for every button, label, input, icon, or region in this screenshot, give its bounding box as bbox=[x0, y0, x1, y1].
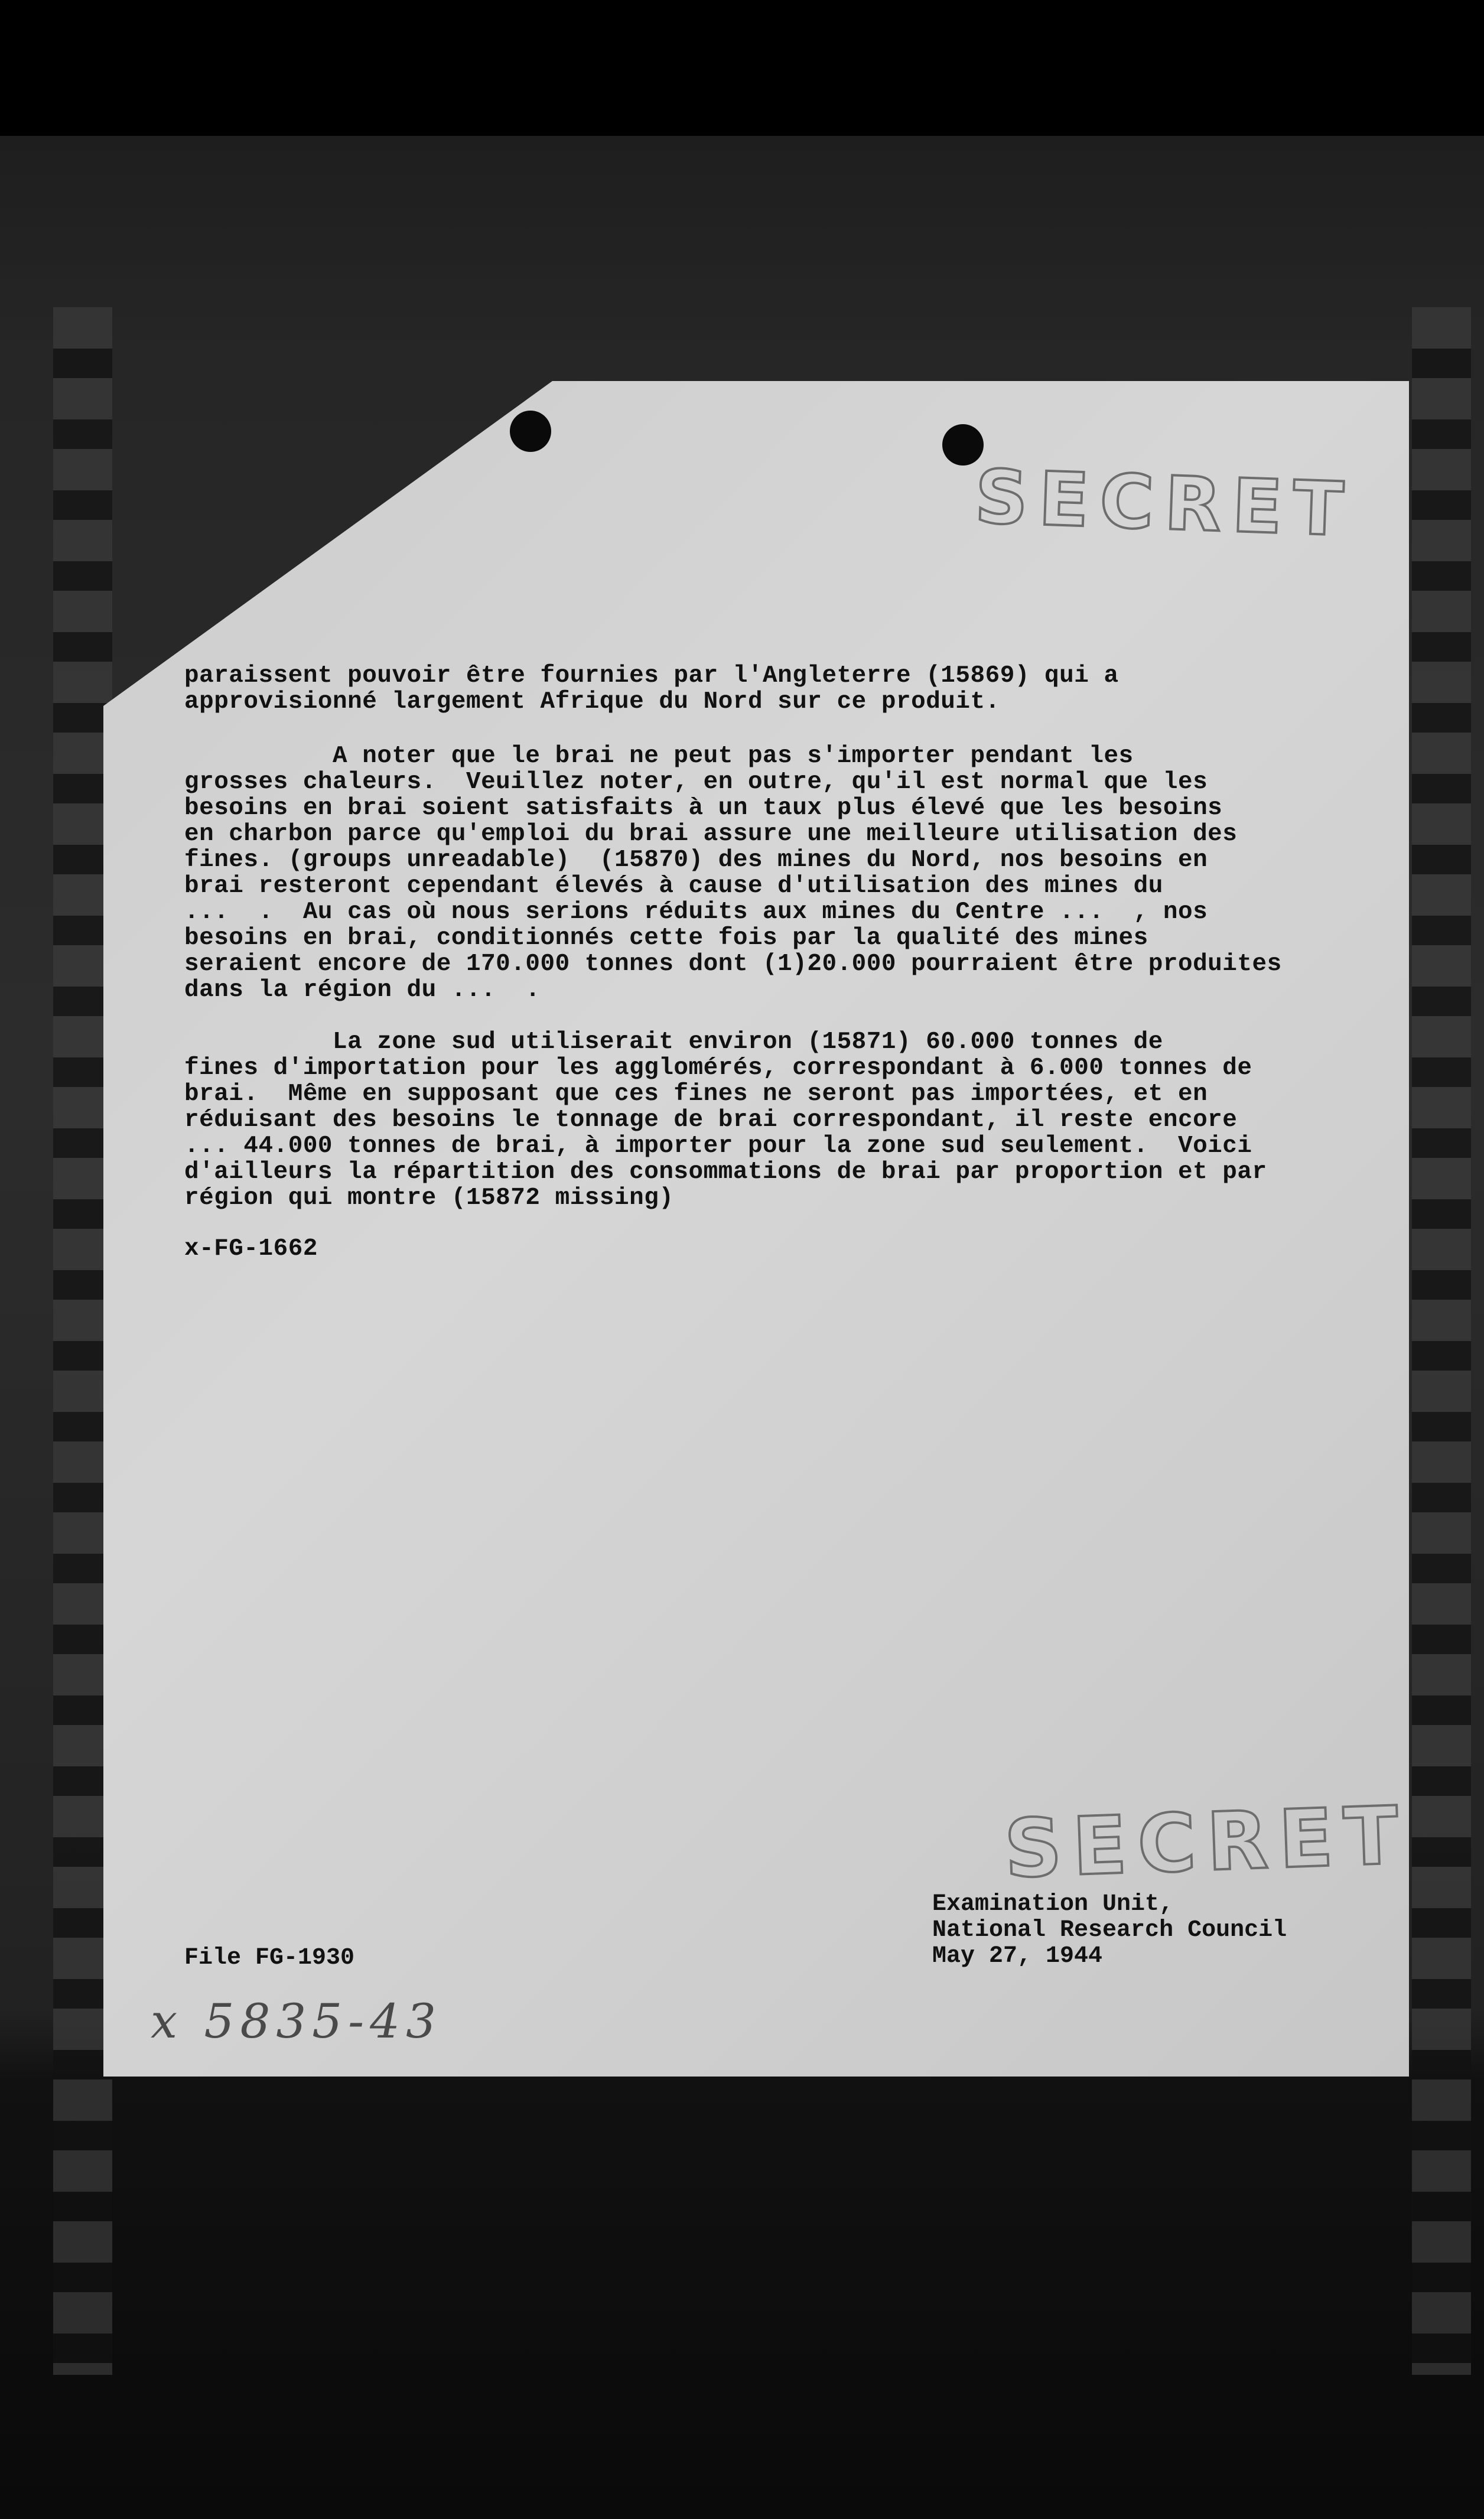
signature-line-2: National Research Council bbox=[932, 1917, 1287, 1944]
reference-number: x-FG-1662 bbox=[184, 1235, 318, 1262]
film-perforation-right bbox=[1412, 307, 1471, 2375]
paragraph-1: paraissent pouvoir être fournies par l'Angleterre (15869) qui a approvisionné largement Afrique du Nord sur ce produit. bbox=[184, 662, 1119, 715]
signature-block bbox=[932, 1892, 1287, 1970]
secret-stamp-top: SECRET bbox=[973, 454, 1356, 554]
handwritten-note: x 5835-43 bbox=[151, 1994, 442, 2049]
punch-hole bbox=[510, 411, 551, 452]
signature-date: May 27, 1944 bbox=[932, 1943, 1103, 1970]
secret-stamp-bottom: SECRET bbox=[1003, 1789, 1411, 1896]
signature-line-1: Examination Unit, bbox=[932, 1891, 1174, 1918]
paragraph-2: A noter que le brai ne peut pas s'importer pendant les grosses chaleurs. Veuillez noter, en outre, qu'il est normal que les besoins en brai soient satisfaits à un taux plus élevé que les besoins en charbon parce qu'emploi du brai assure une meilleure utilisation des fines. (groups unreadable) (15870) des mines du Nord, nos besoins en brai resteront cependant élevés à cause d'utilisation des mines du ... . Au cas où nous serions réduits aux mines du Centre ... , nos besoins en brai, conditionnés cette fois par la qualité des mines seraient encore de 170.000 tonnes dont (1)20.000 pourraient être produites dans la région du ... . bbox=[184, 743, 1282, 1004]
file-reference: File FG-1930 bbox=[184, 1945, 355, 1971]
paragraph-3: La zone sud utiliserait environ (15871) 60.000 tonnes de fines d'importation pour les agglomérés, correspondant à 6.000 tonnes de brai. Même en supposant que ces fines ne seront pas importées, et en réduisant des besoins le tonnage de brai correspondant, il reste encore ... 44.000 tonnes de brai, à importer pour la zone sud seulement. Voici d'ailleurs la répartition des consommations de brai par proportion et par région qui montre (15872 missing) bbox=[184, 1029, 1267, 1212]
